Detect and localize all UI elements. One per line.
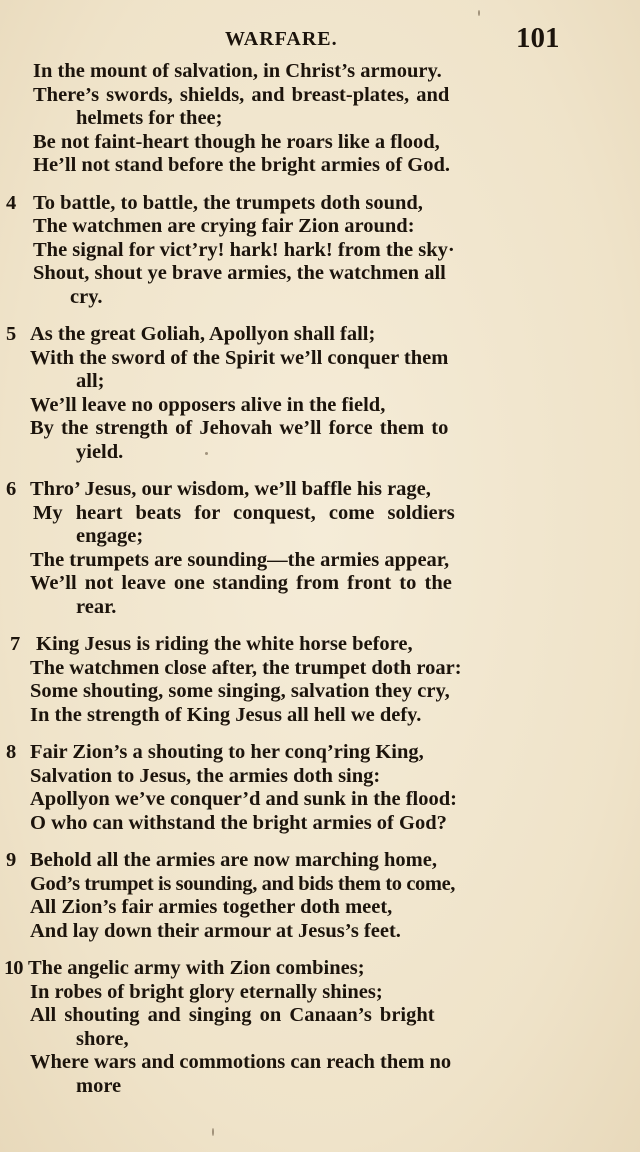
verse-line: helmets for thee;	[76, 107, 223, 129]
stanza-10	[0, 957, 640, 1098]
stanza-number: 6	[6, 478, 17, 500]
verse-line: In the mount of salvation, in Christ’s armoury.	[33, 60, 442, 82]
verse-line: rear.	[76, 595, 117, 618]
paper-speck	[212, 1128, 214, 1136]
verse-line: yield.	[76, 440, 124, 463]
stanza-number: 9	[6, 849, 17, 871]
verse-line: cry.	[70, 285, 103, 308]
verse-line: Be not faint-heart though he roars like a flood,	[33, 130, 440, 153]
verse-line: The trumpets are sounding—the armies appear,	[30, 548, 450, 571]
verse-line: There’s swords, shields, and breast-plates, and	[33, 83, 450, 106]
verse-line: 4 To battle, to battle, the trumpets doth sound,	[6, 191, 423, 214]
verse-line: Apollyon we’ve conquer’d and sunk in the flood:	[30, 788, 457, 810]
verse-line: Some shouting, some singing, salvation they cry,	[30, 680, 450, 702]
paper-speck	[205, 452, 208, 455]
verse-line: all;	[76, 370, 105, 392]
hymn-text	[0, 60, 640, 1098]
verse-line: He’ll not stand before the bright armies of God.	[33, 154, 450, 176]
verse-line: more	[76, 1074, 122, 1097]
stanza-8	[0, 741, 640, 835]
stanza-number: 5	[6, 323, 17, 345]
verse-line: 9 Behold all the armies are now marching home,	[6, 849, 437, 871]
stanza-4	[0, 192, 640, 310]
stanza-number: 4	[6, 191, 17, 214]
verse-line: 10 The angelic army with Zion combines;	[4, 957, 365, 979]
stanza-5	[0, 323, 640, 464]
verse-line: 8 Fair Zion’s a shouting to her conq’ring King,	[6, 741, 424, 763]
verse-line: All Zion’s fair armies together doth meet,	[30, 896, 393, 918]
verse-line: My heart beats for conquest, come soldiers	[33, 501, 455, 524]
verse-line: We’ll leave no opposers alive in the field,	[30, 393, 386, 416]
verse-line: And lay down their armour at Jesus’s feet.	[30, 919, 401, 942]
verse-line: In robes of bright glory eternally shines;	[30, 980, 383, 1003]
verse-line: 5 As the great Goliah, Apollyon shall fall;	[6, 323, 376, 345]
verse-line: By the strength of Jehovah we’ll force them to	[30, 417, 449, 439]
stanza-continued	[0, 60, 640, 178]
verse-line: Salvation to Jesus, the armies doth sing:	[30, 764, 381, 787]
verse-line: The signal for vict’ry! hark! hark! from the sky·	[33, 238, 455, 261]
verse-line: engage;	[76, 525, 144, 547]
stanza-number: 7	[10, 633, 21, 655]
page-header	[0, 22, 640, 58]
verse-line: We’ll not leave one standing from front to the	[30, 572, 452, 594]
paper-speck	[478, 10, 480, 16]
page-number: 101	[516, 22, 560, 54]
verse-line: All shouting and singing on Canaan’s bright	[30, 1004, 435, 1026]
verse-line: 6 Thro’ Jesus, our wisdom, we’ll baffle his rage,	[6, 478, 431, 500]
stanza-7	[0, 633, 640, 727]
stanza-number: 10	[4, 957, 23, 979]
verse-line: Shout, shout ye brave armies, the watchmen all	[33, 262, 446, 284]
stanza-9	[0, 849, 640, 943]
verse-line: The watchmen are crying fair Zion around:	[33, 215, 415, 237]
verse-line: 7 King Jesus is riding the white horse before,	[10, 633, 413, 655]
verse-line: The watchmen close after, the trumpet doth roar:	[30, 656, 462, 679]
verse-line: Where wars and commotions can reach them no	[30, 1051, 452, 1073]
verse-line: In the strength of King Jesus all hell we defy.	[30, 703, 422, 726]
verse-line: God’s trumpet is sounding, and bids them to come,	[30, 872, 456, 895]
verse-line: With the sword of the Spirit we’ll conquer them	[30, 346, 449, 369]
verse-line: shore,	[76, 1027, 129, 1050]
stanza-number: 8	[6, 741, 17, 763]
verse-line: O who can withstand the bright armies of God?	[30, 811, 447, 834]
running-head: WARFARE.	[225, 28, 338, 50]
stanza-6	[0, 478, 640, 619]
